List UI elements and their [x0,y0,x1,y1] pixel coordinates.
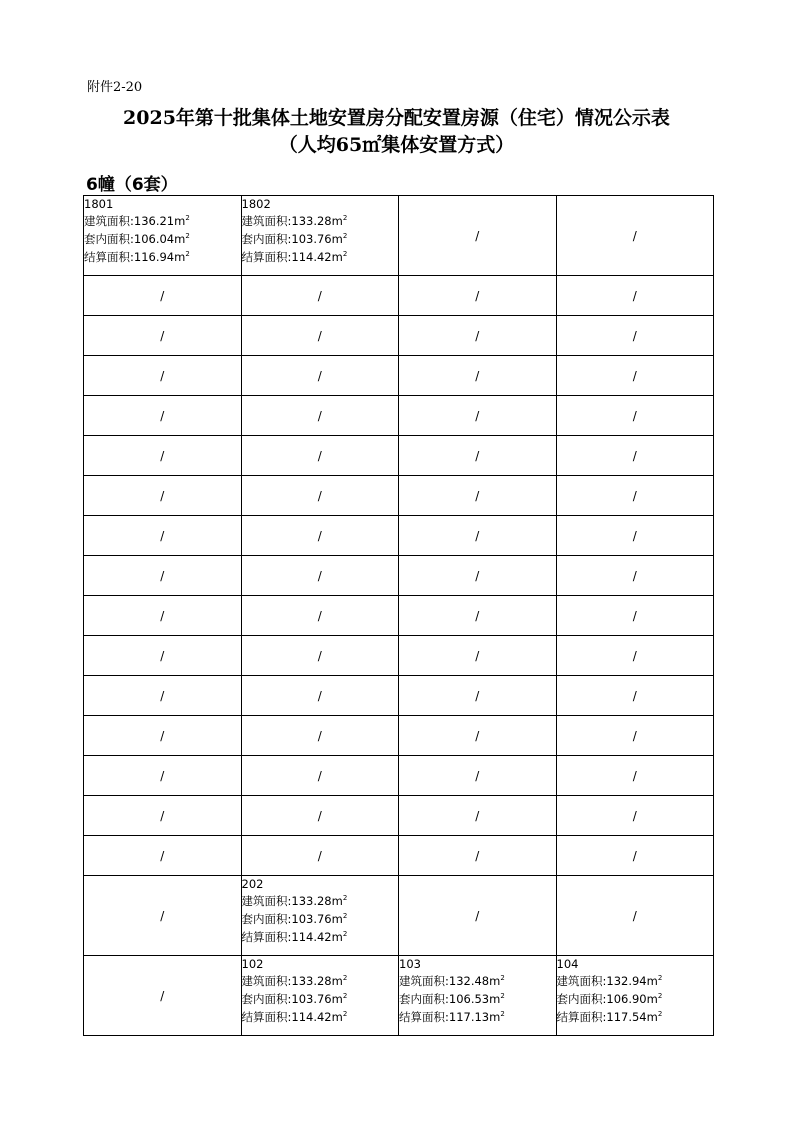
unit-power: 2 [657,992,663,1001]
empty-cell: / [241,836,399,876]
empty-cell: / [241,676,399,716]
empty-cell: / [84,476,242,516]
room-number: 1802 [241,197,271,211]
settle-area [242,248,399,266]
empty-cell: / [556,436,714,476]
empty-cell: / [399,796,557,836]
unit-symbol: m [646,992,658,1006]
empty-cell: / [241,396,399,436]
settle-area-label: 结算面积: [399,1010,449,1024]
gross-area-label: 建筑面积: [84,214,134,228]
table-row [84,276,714,316]
unit-symbol: m [331,232,343,246]
inner-area [242,230,399,248]
unit-power: 2 [500,992,505,1001]
empty-cell: / [84,796,242,836]
unit-cell-202 [241,876,399,956]
inner-area-value: 106.90 [606,992,647,1006]
empty-cell: / [84,716,242,756]
empty-cell: / [241,556,399,596]
unit-symbol: m [331,912,343,926]
unit-power: 2 [185,250,190,259]
empty-cell: / [556,716,714,756]
empty-cell: / [84,516,242,556]
empty-cell: / [399,436,557,476]
unit-power: 2 [342,1010,348,1019]
empty-cell: / [399,316,557,356]
gross-area [557,972,714,990]
empty-cell: / [556,836,714,876]
table-row [84,476,714,516]
settle-area-value: 114.42 [291,1010,332,1024]
empty-cell: / [84,276,242,316]
settle-area-value: 114.42 [291,250,332,264]
page-subtitle: （人均65㎡集体安置方式） [278,134,515,156]
unit-symbol: m [331,250,343,264]
empty-cell: / [399,196,557,276]
empty-cell: / [399,276,557,316]
unit-power: 2 [657,1010,663,1019]
unit-symbol: m [174,250,186,264]
unit-symbol: m [174,214,186,228]
empty-cell: / [556,876,714,956]
inner-area [399,990,556,1008]
gross-area [242,892,399,910]
empty-cell: / [84,956,242,1036]
unit-power: 2 [500,974,505,983]
empty-cell: / [399,396,557,436]
gross-area-value: 133.28 [291,214,332,228]
settle-area-label: 结算面积: [241,1010,292,1024]
table-row [84,756,714,796]
unit-symbol: m [489,974,501,988]
empty-cell: / [556,196,714,276]
empty-cell: / [556,476,714,516]
gross-area [242,972,399,990]
gross-area-label: 建筑面积: [241,894,292,908]
empty-cell: / [556,516,714,556]
empty-cell: / [241,596,399,636]
unit-power: 2 [342,214,348,223]
inner-area [557,990,714,1008]
unit-symbol: m [331,214,343,228]
empty-cell: / [84,316,242,356]
unit-power: 2 [342,912,348,921]
unit-cell-104 [556,956,714,1036]
inner-area-label: 套内面积: [241,232,292,246]
empty-cell: / [84,756,242,796]
empty-cell: / [241,716,399,756]
inner-area-value: 103.76 [291,992,332,1006]
table-row [84,716,714,756]
empty-cell: / [399,716,557,756]
table-row [84,396,714,436]
page-title: 2025年第十批集体土地安置房分配安置房源（住宅）情况公示表 [123,107,670,129]
room-number: 102 [241,957,264,971]
inner-area-label: 套内面积: [241,992,292,1006]
gross-area-label: 建筑面积: [556,974,607,988]
table-row [84,556,714,596]
unit-symbol: m [331,894,343,908]
table-row [84,676,714,716]
table-row [84,436,714,476]
unit-cell-102 [241,956,399,1036]
table-row [84,636,714,676]
empty-cell: / [241,276,399,316]
gross-area [242,212,399,230]
empty-cell: / [399,356,557,396]
gross-area-value: 133.28 [291,974,332,988]
unit-symbol: m [489,1010,501,1024]
empty-cell: / [399,836,557,876]
housing-table [83,195,714,1036]
inner-area [84,230,241,248]
inner-area-label: 套内面积: [556,992,607,1006]
settle-area [242,1008,399,1026]
settle-area-value: 116.94 [133,250,175,264]
unit-cell-1802 [241,196,399,276]
empty-cell: / [241,636,399,676]
gross-area-label: 建筑面积: [399,974,449,988]
empty-cell: / [84,876,242,956]
attachment-label: 附件2-20 [87,80,143,95]
settle-area-value: 114.42 [291,930,332,944]
unit-power: 2 [342,974,348,983]
empty-cell: / [399,476,557,516]
empty-cell: / [556,396,714,436]
unit-cell-1801 [84,196,242,276]
table-row [84,196,714,276]
inner-area-label: 套内面积: [399,992,449,1006]
unit-cell-103 [399,956,557,1036]
settle-area-value: 117.54 [606,1010,647,1024]
empty-cell: / [556,636,714,676]
gross-area-value: 136.21 [133,214,175,228]
empty-cell: / [241,516,399,556]
inner-area-value: 106.53 [448,992,490,1006]
inner-area-value: 106.04 [133,232,175,246]
empty-cell: / [241,796,399,836]
empty-cell: / [84,436,242,476]
settle-area [399,1008,556,1026]
empty-cell: / [556,596,714,636]
unit-power: 2 [185,232,190,241]
gross-area [399,972,556,990]
unit-power: 2 [342,992,348,1001]
empty-cell: / [241,476,399,516]
room-number: 104 [556,957,579,971]
unit-power: 2 [657,974,663,983]
table-row [84,356,714,396]
room-number: 202 [241,877,264,891]
table-row [84,956,714,1036]
empty-cell: / [556,796,714,836]
unit-symbol: m [331,1010,343,1024]
empty-cell: / [241,756,399,796]
unit-power: 2 [342,232,348,241]
empty-cell: / [556,756,714,796]
settle-area-value: 117.13 [448,1010,490,1024]
unit-power: 2 [342,894,348,903]
inner-area-value: 103.76 [291,912,332,926]
inner-area-label: 套内面积: [241,912,292,926]
inner-area [242,910,399,928]
gross-area-value: 133.28 [291,894,332,908]
empty-cell: / [84,396,242,436]
settle-area-label: 结算面积: [241,250,292,264]
inner-area-label: 套内面积: [84,232,134,246]
empty-cell: / [241,316,399,356]
unit-power: 2 [342,930,348,939]
inner-area-value: 103.76 [291,232,332,246]
gross-area-value: 132.48 [448,974,490,988]
unit-power: 2 [342,250,348,259]
unit-symbol: m [646,1010,658,1024]
empty-cell: / [84,676,242,716]
empty-cell: / [84,356,242,396]
empty-cell: / [84,556,242,596]
empty-cell: / [399,516,557,556]
table-row [84,796,714,836]
empty-cell: / [556,316,714,356]
empty-cell: / [556,676,714,716]
gross-area [84,212,241,230]
empty-cell: / [399,596,557,636]
unit-symbol: m [646,974,658,988]
empty-cell: / [556,556,714,596]
empty-cell: / [399,676,557,716]
inner-area [242,990,399,1008]
room-number: 1801 [84,197,114,211]
building-heading: 6幢（6套） [86,175,178,195]
unit-symbol: m [489,992,501,1006]
table-row [84,316,714,356]
settle-area [557,1008,714,1026]
gross-area-label: 建筑面积: [241,214,292,228]
empty-cell: / [399,636,557,676]
unit-symbol: m [331,974,343,988]
settle-area [84,248,241,266]
unit-symbol: m [331,930,343,944]
gross-area-label: 建筑面积: [241,974,292,988]
empty-cell: / [399,876,557,956]
empty-cell: / [399,756,557,796]
empty-cell: / [556,276,714,316]
settle-area-label: 结算面积: [241,930,292,944]
unit-symbol: m [174,232,186,246]
room-number: 103 [399,957,421,971]
gross-area-value: 132.94 [606,974,647,988]
empty-cell: / [84,636,242,676]
settle-area-label: 结算面积: [84,250,134,264]
empty-cell: / [241,356,399,396]
table-row [84,876,714,956]
settle-area [242,928,399,946]
table-row [84,516,714,556]
unit-symbol: m [331,992,343,1006]
unit-power: 2 [500,1010,505,1019]
empty-cell: / [84,836,242,876]
settle-area-label: 结算面积: [556,1010,607,1024]
empty-cell: / [399,556,557,596]
empty-cell: / [241,436,399,476]
empty-cell: / [556,356,714,396]
empty-cell: / [84,596,242,636]
unit-power: 2 [185,214,190,223]
table-row [84,836,714,876]
table-row [84,596,714,636]
